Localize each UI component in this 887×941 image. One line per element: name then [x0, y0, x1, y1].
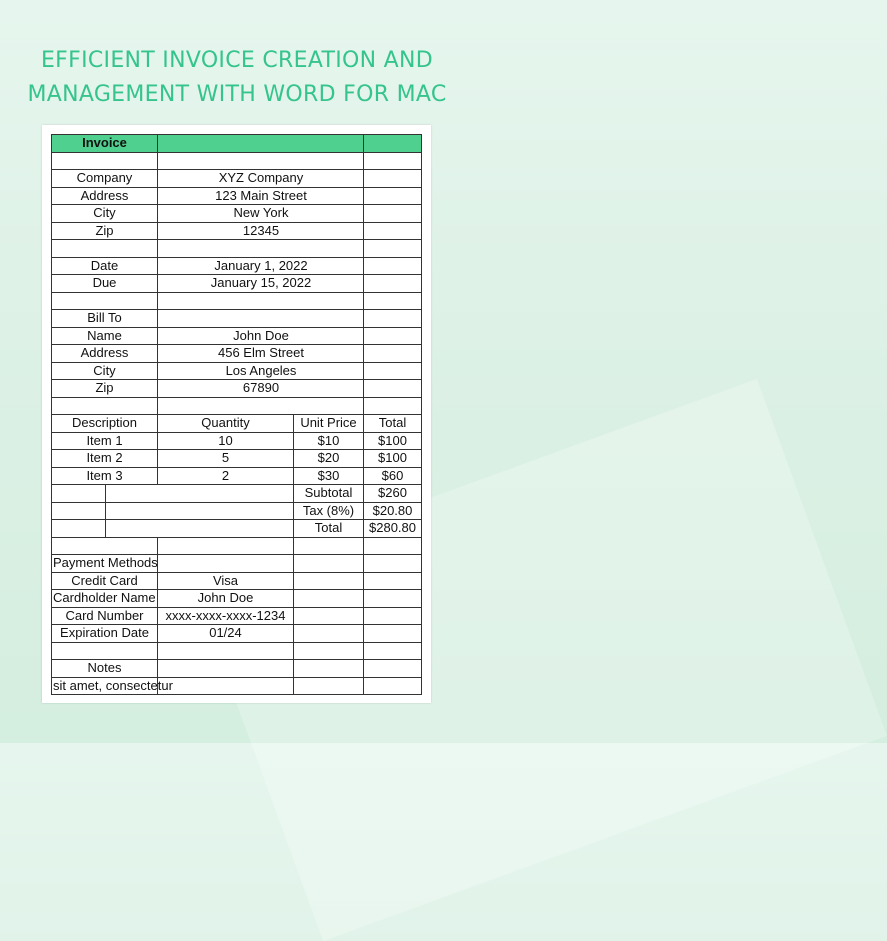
city-label[interactable]: City	[52, 205, 158, 223]
grand-total-value[interactable]: $280.80	[364, 520, 422, 538]
table-row-due	[52, 275, 422, 293]
cell[interactable]	[52, 643, 158, 661]
item-description[interactable]: Item 2	[52, 450, 158, 468]
item-total[interactable]: $100	[364, 433, 422, 451]
table-row-notes	[52, 660, 422, 678]
cell[interactable]	[158, 240, 294, 258]
bill-city-label[interactable]: City	[52, 363, 158, 381]
bill-to-heading[interactable]: Bill To	[52, 310, 158, 328]
table-row-cardholder	[52, 590, 422, 608]
zip-label[interactable]: Zip	[52, 223, 158, 241]
cell[interactable]	[364, 590, 422, 608]
cell[interactable]	[158, 310, 294, 328]
cell[interactable]	[364, 380, 422, 398]
cell[interactable]	[294, 398, 364, 416]
bill-zip-value-text: 67890	[242, 380, 280, 395]
expiration-value[interactable]: 01/24	[158, 625, 294, 643]
cell[interactable]	[364, 538, 422, 556]
table-row-blank	[52, 293, 422, 311]
cell[interactable]	[364, 328, 422, 346]
table-row-expiration	[52, 625, 422, 643]
table-row-city	[52, 205, 422, 223]
item-unit-price[interactable]: $30	[294, 468, 364, 486]
page-title-line-2: MANAGEMENT WITH WORD FOR MAC	[27, 82, 447, 107]
cell[interactable]	[364, 555, 422, 573]
bill-name-label[interactable]: Name	[52, 328, 158, 346]
cell[interactable]	[52, 398, 158, 416]
date-value[interactable]	[158, 257, 308, 276]
cell[interactable]	[158, 153, 294, 171]
description-header[interactable]: Description	[52, 415, 158, 433]
table-row-card-number	[52, 608, 422, 626]
bill-city-value-text: Los Angeles	[225, 362, 297, 378]
cell[interactable]	[364, 275, 422, 293]
cell[interactable]	[364, 608, 422, 626]
table-row-bill-zip	[52, 380, 422, 398]
cell[interactable]	[364, 643, 422, 661]
address-value-text: 123 Main Street	[215, 187, 307, 203]
table-row-notes-text	[52, 678, 422, 696]
table-row-tax	[52, 503, 422, 521]
card-number-label[interactable]: Card Number	[52, 608, 158, 626]
table-row-blank	[52, 643, 422, 661]
table-row-blank	[52, 398, 422, 416]
bill-zip-label[interactable]: Zip	[52, 380, 158, 398]
cell[interactable]	[364, 363, 422, 381]
cell[interactable]	[364, 258, 422, 276]
bill-name-value-text: John Doe	[233, 327, 289, 343]
bill-address-label[interactable]: Address	[52, 345, 158, 363]
table-row-header	[52, 135, 422, 153]
expiration-label[interactable]: Expiration Date	[52, 625, 158, 643]
header-cell-b[interactable]	[158, 135, 294, 153]
cell[interactable]	[364, 205, 422, 223]
table-row-subtotal	[52, 485, 422, 503]
cell[interactable]	[52, 538, 158, 556]
cell[interactable]	[294, 643, 364, 661]
city-value-text: New York	[233, 205, 289, 220]
cell[interactable]	[364, 398, 422, 416]
cell[interactable]	[52, 503, 106, 521]
table-row-total	[52, 520, 422, 538]
item-total[interactable]: $60	[364, 468, 422, 486]
bill-zip-value[interactable]	[158, 380, 294, 398]
table-row-bill-city	[52, 363, 422, 381]
table-row-address	[52, 188, 422, 206]
cardholder-label[interactable]: Cardholder Name	[52, 590, 158, 608]
cell[interactable]	[294, 555, 364, 573]
bill-address-value-text: 456 Elm Street	[218, 345, 304, 360]
cell[interactable]	[158, 398, 294, 416]
unit-price-header[interactable]: Unit Price	[294, 415, 364, 433]
cell[interactable]	[294, 608, 364, 626]
invoice-table	[51, 134, 422, 695]
table-row	[52, 468, 422, 486]
table-row-bill-to	[52, 310, 422, 328]
subtotal-label[interactable]: Subtotal	[294, 485, 364, 503]
cell[interactable]	[364, 153, 422, 171]
company-value[interactable]	[158, 170, 304, 188]
cell[interactable]	[52, 153, 158, 171]
cell[interactable]	[364, 573, 422, 591]
address-value[interactable]	[158, 187, 307, 206]
cell[interactable]	[106, 503, 294, 521]
cell[interactable]	[158, 293, 294, 311]
notes-value[interactable]: sit amet, consectetur	[52, 678, 158, 696]
item-quantity[interactable]: 5	[158, 450, 294, 468]
payment-methods-heading[interactable]: Payment Methods	[52, 555, 158, 573]
cell[interactable]	[364, 223, 422, 241]
cell[interactable]	[158, 643, 294, 661]
cell[interactable]	[294, 538, 364, 556]
address-label[interactable]: Address	[52, 188, 158, 206]
cardholder-value[interactable]: John Doe	[158, 590, 294, 608]
item-description[interactable]: Item 1	[52, 433, 158, 451]
cell[interactable]	[364, 240, 422, 258]
header-cell-d[interactable]	[364, 135, 422, 153]
cell[interactable]	[364, 345, 422, 363]
cell[interactable]	[294, 660, 364, 678]
notes-label[interactable]: Notes	[52, 660, 158, 678]
credit-card-value[interactable]: Visa	[158, 573, 294, 591]
cell[interactable]	[158, 555, 294, 573]
cell[interactable]	[52, 240, 158, 258]
item-unit-price[interactable]: $10	[294, 433, 364, 451]
table-row-name	[52, 328, 422, 346]
cell[interactable]	[106, 520, 294, 538]
cell[interactable]	[294, 310, 364, 328]
table-row-date	[52, 258, 422, 276]
company-value-text: XYZ Company	[218, 170, 304, 185]
total-header[interactable]: Total	[364, 415, 422, 433]
cell[interactable]	[294, 573, 364, 591]
grand-total-label[interactable]: Total	[294, 520, 364, 538]
cell[interactable]	[364, 678, 422, 696]
table-row-bill-address	[52, 345, 422, 363]
card-number-value[interactable]: xxxx-xxxx-xxxx-1234	[158, 608, 294, 626]
date-label[interactable]: Date	[52, 258, 158, 276]
table-row-blank	[52, 240, 422, 258]
table-row	[52, 450, 422, 468]
quantity-header[interactable]: Quantity	[158, 415, 294, 433]
table-row	[52, 433, 422, 451]
cell[interactable]	[364, 188, 422, 206]
cell[interactable]	[364, 660, 422, 678]
cell[interactable]	[294, 293, 364, 311]
city-value[interactable]	[158, 205, 294, 223]
cell[interactable]	[294, 625, 364, 643]
tax-label[interactable]: Tax (8%)	[294, 503, 364, 521]
cell[interactable]	[106, 485, 294, 503]
page-title	[0, 44, 474, 112]
bill-address-value[interactable]	[158, 345, 304, 363]
table-row-items-header	[52, 415, 422, 433]
item-quantity[interactable]: 10	[158, 433, 294, 451]
table-row-zip	[52, 223, 422, 241]
cell[interactable]	[294, 240, 364, 258]
due-label[interactable]: Due	[52, 275, 158, 293]
item-total[interactable]: $100	[364, 450, 422, 468]
due-value-text: January 15, 2022	[210, 275, 312, 290]
cell[interactable]	[364, 293, 422, 311]
table-row-company	[52, 170, 422, 188]
cell[interactable]	[52, 485, 106, 503]
item-description[interactable]: Item 3	[52, 468, 158, 486]
cell[interactable]	[52, 520, 106, 538]
tax-value[interactable]: $20.80	[364, 503, 422, 521]
date-value-text: January 1, 2022	[214, 257, 308, 273]
cell[interactable]	[158, 678, 294, 696]
invoice-header-cell[interactable]: Invoice	[52, 135, 158, 153]
page-title-line-1: EFFICIENT INVOICE CREATION AND	[40, 48, 434, 73]
cell[interactable]	[294, 678, 364, 696]
bill-city-value[interactable]	[158, 362, 297, 381]
cell[interactable]	[52, 293, 158, 311]
bill-name-value[interactable]	[158, 328, 294, 346]
table-row-blank	[52, 153, 422, 171]
table-row-payment-methods	[52, 555, 422, 573]
cell[interactable]	[158, 538, 294, 556]
cell[interactable]	[364, 170, 422, 188]
table-row-blank	[52, 538, 422, 556]
cell[interactable]	[294, 590, 364, 608]
header-cell-c[interactable]	[294, 135, 364, 153]
due-value[interactable]	[158, 275, 312, 293]
cell[interactable]	[158, 660, 294, 678]
credit-card-label[interactable]: Credit Card	[52, 573, 158, 591]
table-row-credit-card	[52, 573, 422, 591]
cell[interactable]	[294, 153, 364, 171]
cell[interactable]	[364, 310, 422, 328]
company-label[interactable]: Company	[52, 170, 158, 188]
subtotal-value[interactable]: $260	[364, 485, 422, 503]
item-unit-price[interactable]: $20	[294, 450, 364, 468]
item-quantity[interactable]: 2	[158, 468, 294, 486]
cell[interactable]	[364, 625, 422, 643]
zip-value[interactable]	[158, 223, 294, 241]
zip-value-text: 12345	[242, 222, 280, 238]
